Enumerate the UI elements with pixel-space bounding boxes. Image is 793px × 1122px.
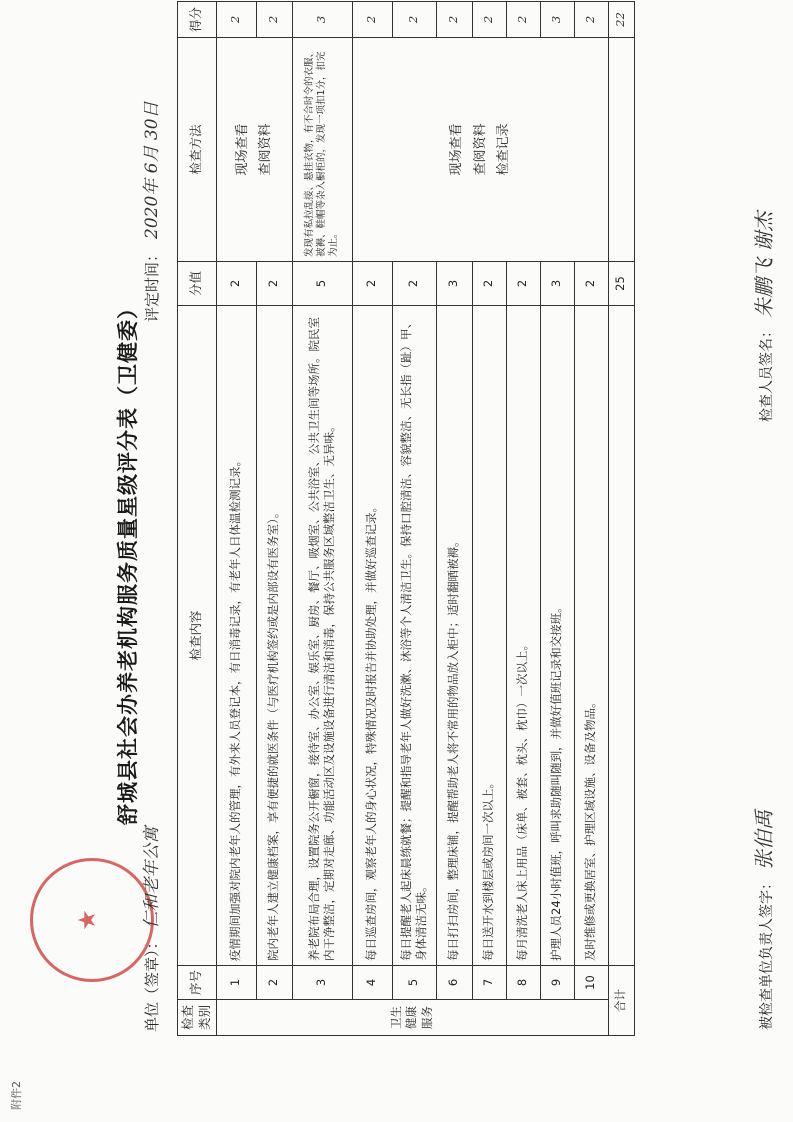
evaluation-date: 2020年 6月 30日 — [142, 101, 162, 239]
evaluation-time — [137, 101, 162, 322]
row-points: 2 — [352, 262, 392, 306]
inspected-signature-label: 被检查单位负责人签字： — [759, 876, 775, 1030]
evaluation-time-label: 评定时间： — [143, 246, 161, 322]
totals-label: 合计 — [608, 966, 634, 1036]
row-content: 院内老年人建立健康档案，享有便捷的就医条件（与医疗机构签约或是内部设有医务室）。 — [256, 306, 292, 966]
totals-blank — [608, 306, 634, 966]
column-header-number: 序号 — [178, 966, 217, 1000]
row-points: 2 — [472, 262, 506, 306]
inspector-signature-name: 朱鹏飞 谢杰 — [752, 211, 776, 318]
table-row — [216, 2, 256, 1036]
row-content: 每月清洗老人床上用品（床单、被套、枕头、枕巾）一次以上。 — [506, 306, 540, 966]
row-content: 养老院布局合理，设置院务公开橱窗，接待室、办公室、娱乐室、厨房、餐厅、吸烟室、公共浴室、公共卫生间等场所。院民室内干净整洁，定期对走廊、功能活动区及设施设备进行清洁和消毒，保持公共服务区域整洁卫生、无异味。 — [292, 306, 352, 966]
row-content: 及时维修或更换居室、护理区域设施、设备及物品。 — [574, 306, 608, 966]
row-score: 2 — [472, 2, 506, 38]
column-header-method: 检查方法 — [178, 38, 217, 262]
column-header-points: 分值 — [178, 262, 217, 306]
column-header-score: 得分 — [178, 2, 217, 38]
row-points: 2 — [392, 262, 436, 306]
row-score: 2 — [352, 2, 392, 38]
row-points: 2 — [574, 262, 608, 306]
unit-value: 仁和老年公寓 — [142, 826, 162, 929]
inspected-signature-name: 张伯禹 — [752, 810, 776, 870]
method-group1-text: 现场查看 查阅资料 — [234, 123, 274, 176]
row-content: 疫情期间加强对院内老年人的管理，有外来人员登记本，有日消毒记录，有老年人日体温检测记录。 — [216, 306, 256, 966]
row-points: 3 — [436, 262, 472, 306]
table-row — [352, 2, 392, 1036]
method-cell-note — [292, 38, 352, 262]
totals-row — [608, 2, 634, 1036]
attachment-label: 附件2 — [10, 1081, 23, 1110]
row-points: 2 — [506, 262, 540, 306]
row-content: 护理人员24小时值班，呼叫求助随叫随到，并做好值班记录和交接班。 — [540, 306, 574, 966]
row-number: 6 — [436, 966, 472, 1000]
row-score: 3 — [292, 2, 352, 38]
category-cell: 卫生健康服务 — [216, 1000, 608, 1036]
row-content: 每日提醒老人起床晨练就餐；提醒和指导老年人做好洗漱、沐浴等个人清洁卫生。保持口腔清洁、容貌整洁、无长指（趾）甲、身体清洁无味。 — [392, 306, 436, 966]
unit-label: 单位（签章）： — [143, 934, 161, 1032]
table-header-row — [178, 2, 217, 1036]
row-points: 2 — [256, 262, 292, 306]
row-score: 2 — [574, 2, 608, 38]
method-group2-text: 现场查看 查阅资料 检查记录 — [449, 123, 511, 176]
row-score: 2 — [216, 2, 256, 38]
row-number: 2 — [256, 966, 292, 1000]
page-title: 舒城县社会办养老机构服务质量星级评分表（卫健委） — [116, 297, 140, 825]
totals-score: 22 — [608, 2, 634, 38]
inspector-signature-label: 检查人员签名： — [759, 324, 775, 422]
seal-star-icon: ★ — [73, 909, 101, 931]
row-number: 8 — [506, 966, 540, 1000]
row-score: 2 — [506, 2, 540, 38]
row-points: 2 — [216, 262, 256, 306]
method-cell-group2 — [352, 38, 608, 262]
table-row — [292, 2, 352, 1036]
row-content: 每日巡查房间，观察老年人的身心状况，特殊情况及时报告并协助处理，并做好巡查记录。 — [352, 306, 392, 966]
method-note-text: 发现有私拉乱接、悬挂衣物，有不合时令的衣服、被褥、鞋帽等杂入橱柜的，发现一项扣1分，扣完为止。 — [303, 47, 340, 257]
column-header-category: 检查类别 — [178, 1000, 217, 1036]
score-table — [177, 1, 635, 1036]
row-points: 3 — [540, 262, 574, 306]
row-number: 3 — [292, 966, 352, 1000]
method-cell-group1 — [216, 38, 292, 262]
row-number: 1 — [216, 966, 256, 1000]
unit-field — [137, 826, 162, 1032]
row-number: 9 — [540, 966, 574, 1000]
row-score: 3 — [540, 2, 574, 38]
row-score: 2 — [436, 2, 472, 38]
totals-points: 25 — [608, 262, 634, 306]
totals-method-blank — [608, 38, 634, 262]
row-score: 2 — [256, 2, 292, 38]
inspected-signature — [748, 810, 777, 1030]
inspector-signature — [748, 212, 777, 422]
column-header-content: 检查内容 — [178, 306, 217, 966]
row-number: 5 — [392, 966, 436, 1000]
row-points: 5 — [292, 262, 352, 306]
row-score: 2 — [392, 2, 436, 38]
row-content: 每日送开水到楼层或房间一次以上。 — [472, 306, 506, 966]
row-number: 10 — [574, 966, 608, 1000]
row-number: 7 — [472, 966, 506, 1000]
row-number: 4 — [352, 966, 392, 1000]
row-content: 每日打扫房间，整理床铺，提醒帮助老人将不常用的物品放入柜中；适时翻晒被褥。 — [436, 306, 472, 966]
